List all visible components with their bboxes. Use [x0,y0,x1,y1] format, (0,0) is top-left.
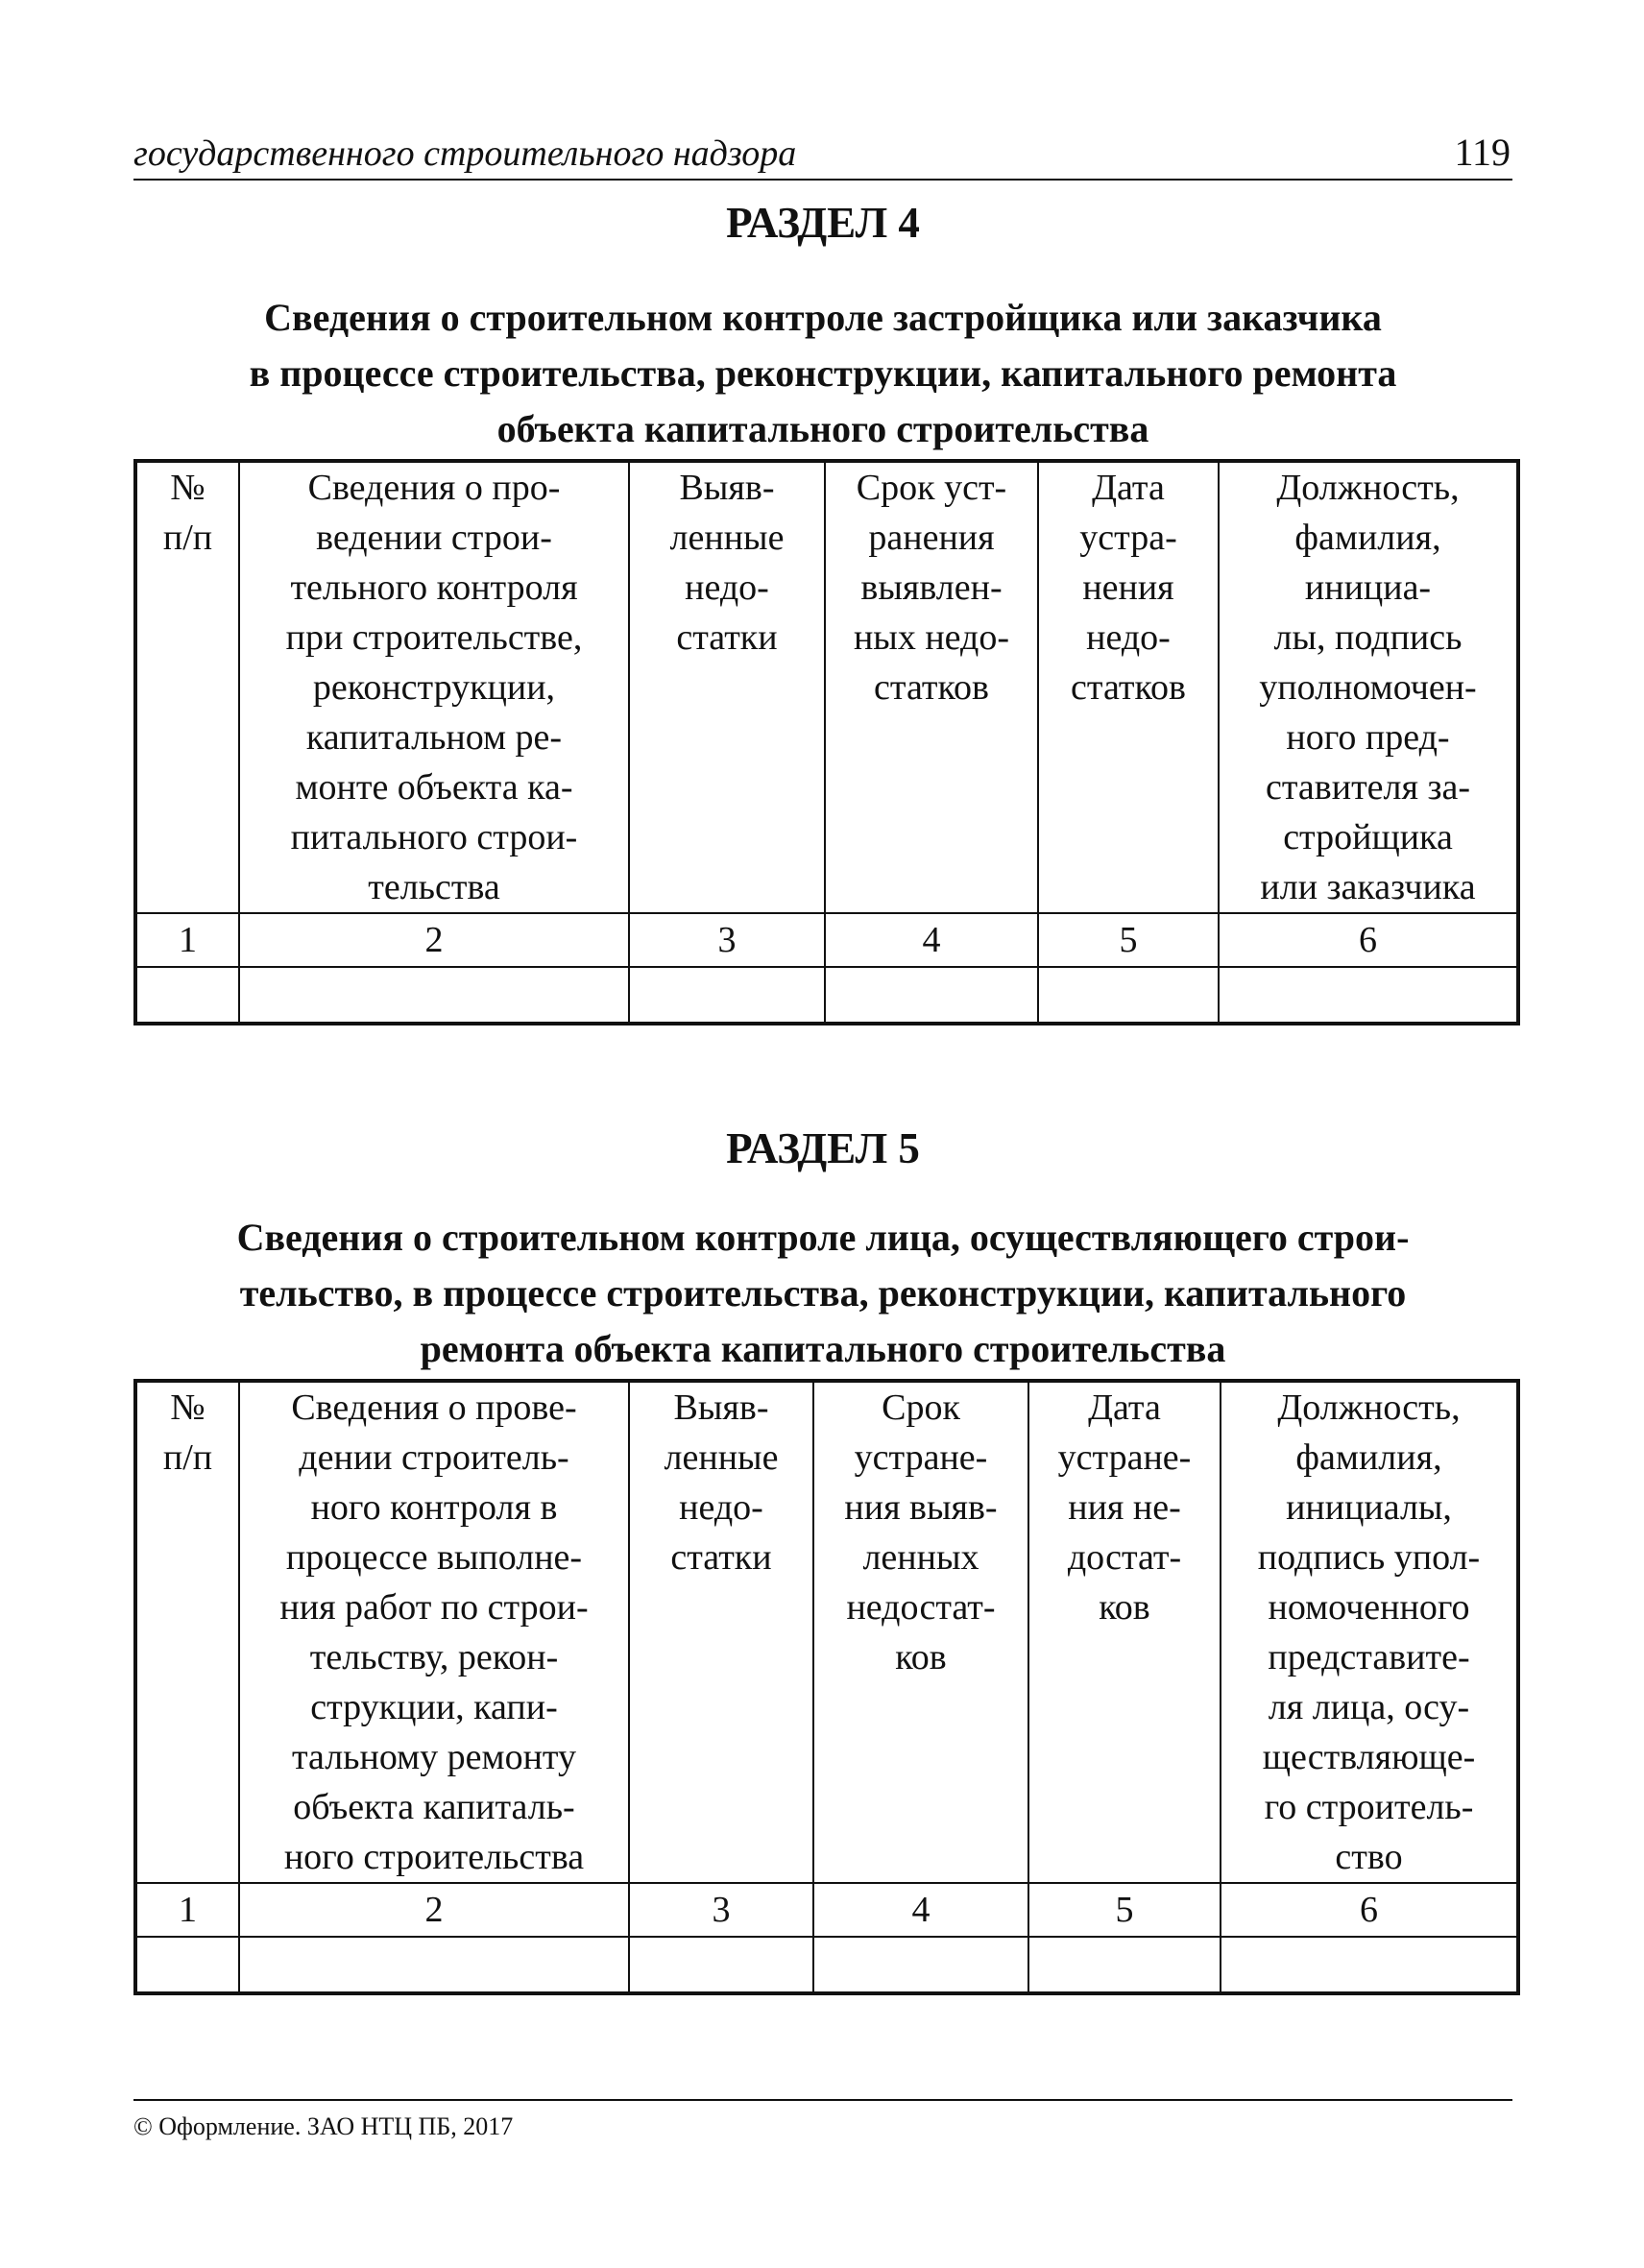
header-text-line: тельного контроля [290,567,578,608]
col-fix-date-header [1028,1381,1221,1883]
header-text-line: п/п [162,1437,213,1478]
header-text-line: ществляюще- [1262,1737,1476,1777]
header-text-line: го строитель- [1264,1787,1474,1827]
header-text-line: устране- [854,1437,988,1478]
running-title: государственного строительного надзора [133,133,797,174]
header-text-line: ведении строи- [316,518,552,558]
section-5-title-line: ремонта объекта капитального строительства [420,1327,1226,1370]
col-control-info-header [239,461,629,913]
page-number: 119 [1454,131,1511,174]
table-row [135,1937,1518,1993]
header-text-line: Должность, [1277,1387,1461,1428]
header-text-line: фамилия, [1294,518,1441,558]
header-text-line: Дата [1088,1387,1161,1428]
col-number-header [135,461,239,913]
column-number: 3 [629,1883,813,1937]
empty-cell [135,967,239,1024]
header-text-line: уполномочен- [1259,667,1477,708]
section-4-heading: РАЗДЕЛ 4 [726,199,920,247]
col-signatory-header [1221,1381,1518,1883]
header-text-line: статков [874,667,989,708]
column-number: 3 [629,913,825,967]
header-text-line: достат- [1067,1537,1182,1578]
empty-cell [1028,1937,1221,1993]
header-text-line: ков [895,1637,947,1677]
header-text-line: лы, подпись [1273,617,1463,658]
header-text-line: инициалы, [1286,1487,1452,1528]
column-number: 5 [1038,913,1219,967]
header-text-line: № [170,1387,206,1428]
column-number: 2 [239,1883,629,1937]
header-text-line: объекта капиталь- [293,1787,575,1827]
header-text-line: нения [1082,567,1174,608]
header-text-line: Сведения о прове- [291,1387,577,1428]
footer-divider [133,2099,1512,2101]
header-text-line: статков [1071,667,1186,708]
column-number: 4 [813,1883,1028,1937]
header-text-line: ния работ по строи- [279,1587,589,1628]
empty-cell [629,967,825,1024]
header-text-line: инициа- [1304,567,1432,608]
column-number-row [135,1883,1518,1937]
section-5-title-line: тельство, в процессе строительства, реконструкции, капитального [239,1271,1407,1315]
page-header [133,123,1512,181]
col-defects-header [629,1381,813,1883]
header-text-line: устране- [1057,1437,1192,1478]
header-text-line: Срок уст- [856,468,1007,508]
header-text-line: ранения [868,518,995,558]
col-fix-date-header [1038,461,1219,913]
col-control-info-header [239,1381,629,1883]
header-text-line: подпись упол- [1257,1537,1481,1578]
header-text-line: реконструкции, [312,667,556,708]
header-text-line: фамилия, [1295,1437,1442,1478]
header-text-line: дении строитель- [299,1437,569,1478]
header-text-line: номоченного [1268,1587,1470,1628]
header-text-line: Выяв- [673,1387,769,1428]
column-number: 6 [1219,913,1518,967]
header-text-line: ленные [669,518,785,558]
header-text-line: или заказчика [1260,867,1476,907]
empty-cell [629,1937,813,1993]
header-text-line: недостат- [846,1587,996,1628]
header-text-line: тельству, рекон- [309,1637,559,1677]
empty-cell [1038,967,1219,1024]
empty-cell [813,1937,1028,1993]
header-text-line: Срок [882,1387,960,1428]
col-deadline-header [825,461,1038,913]
header-text-line: Дата [1092,468,1165,508]
header-text-line: ных недо- [853,617,1010,658]
header-text-line: тельства [368,867,500,907]
header-text-line: ленных [862,1537,979,1578]
header-text-line: Выяв- [679,468,775,508]
section-4-title-line: Сведения о строительном контроле застройщика или заказчика [264,296,1382,339]
header-text-line: ного контроля в [310,1487,558,1528]
section-5-heading: РАЗДЕЛ 5 [726,1124,920,1172]
header-text-line: монте объекта ка- [295,767,573,808]
header-text-line: устра- [1079,518,1177,558]
table-header-row [135,461,1518,913]
section-4-title-line: в процессе строительства, реконструкции, капитального ремонта [249,351,1397,395]
footer-copyright: © Оформление. ЗАО НТЦ ПБ, 2017 [133,2112,514,2140]
section-4-title-line: объекта капитального строительства [496,407,1149,450]
empty-cell [1221,1937,1518,1993]
header-text-line: ния выяв- [844,1487,998,1528]
column-number: 2 [239,913,629,967]
section-4-title [133,290,1512,457]
empty-cell [135,1937,239,1993]
table-row [135,967,1518,1024]
table-header-row [135,1381,1518,1883]
column-number-row [135,913,1518,967]
header-text-line: Должность, [1276,468,1460,508]
col-defects-header [629,461,825,913]
empty-cell [1219,967,1518,1024]
header-text-line: ставителя за- [1265,767,1471,808]
header-text-line: выявлен- [860,567,1003,608]
header-text-line: п/п [162,518,213,558]
header-text-line: ния не- [1068,1487,1181,1528]
empty-cell [239,1937,629,1993]
empty-cell [825,967,1038,1024]
header-text-line: Сведения о про- [307,468,561,508]
header-text-line: статки [676,617,778,658]
column-number: 6 [1221,1883,1518,1937]
section-5-title [133,1210,1512,1377]
header-text-line: недо- [1086,617,1171,658]
header-text-line: статки [670,1537,772,1578]
column-number: 1 [135,913,239,967]
header-text-line: стройщика [1283,817,1453,857]
section-5-table [133,1379,1520,1995]
header-text-line: № [170,468,206,508]
header-text-line: представите- [1268,1637,1470,1677]
header-text-line: ство [1335,1837,1403,1877]
header-text-line: недо- [679,1487,763,1528]
section-5-title-line: Сведения о строительном контроле лица, осуществляющего строи- [236,1216,1410,1259]
header-text-line: питального строи- [290,817,578,857]
header-text-line: процессе выполне- [285,1537,583,1578]
column-number: 5 [1028,1883,1221,1937]
header-text-line: струкции, капи- [310,1687,558,1727]
col-number-header [135,1381,239,1883]
header-text-line: ленные [664,1437,779,1478]
header-text-line: ного пред- [1286,717,1450,758]
empty-cell [239,967,629,1024]
section-4-table [133,459,1520,1025]
header-text-line: при строительстве, [285,617,583,658]
header-text-line: ного строительства [283,1837,585,1877]
header-text-line: недо- [685,567,769,608]
col-signatory-header [1219,461,1518,913]
header-text-line: ков [1099,1587,1150,1628]
col-deadline-header [813,1381,1028,1883]
header-text-line: ля лица, осу- [1268,1687,1470,1727]
header-text-line: тальному ремонту [291,1737,577,1777]
column-number: 1 [135,1883,239,1937]
header-text-line: капитальном ре- [305,717,563,758]
column-number: 4 [825,913,1038,967]
